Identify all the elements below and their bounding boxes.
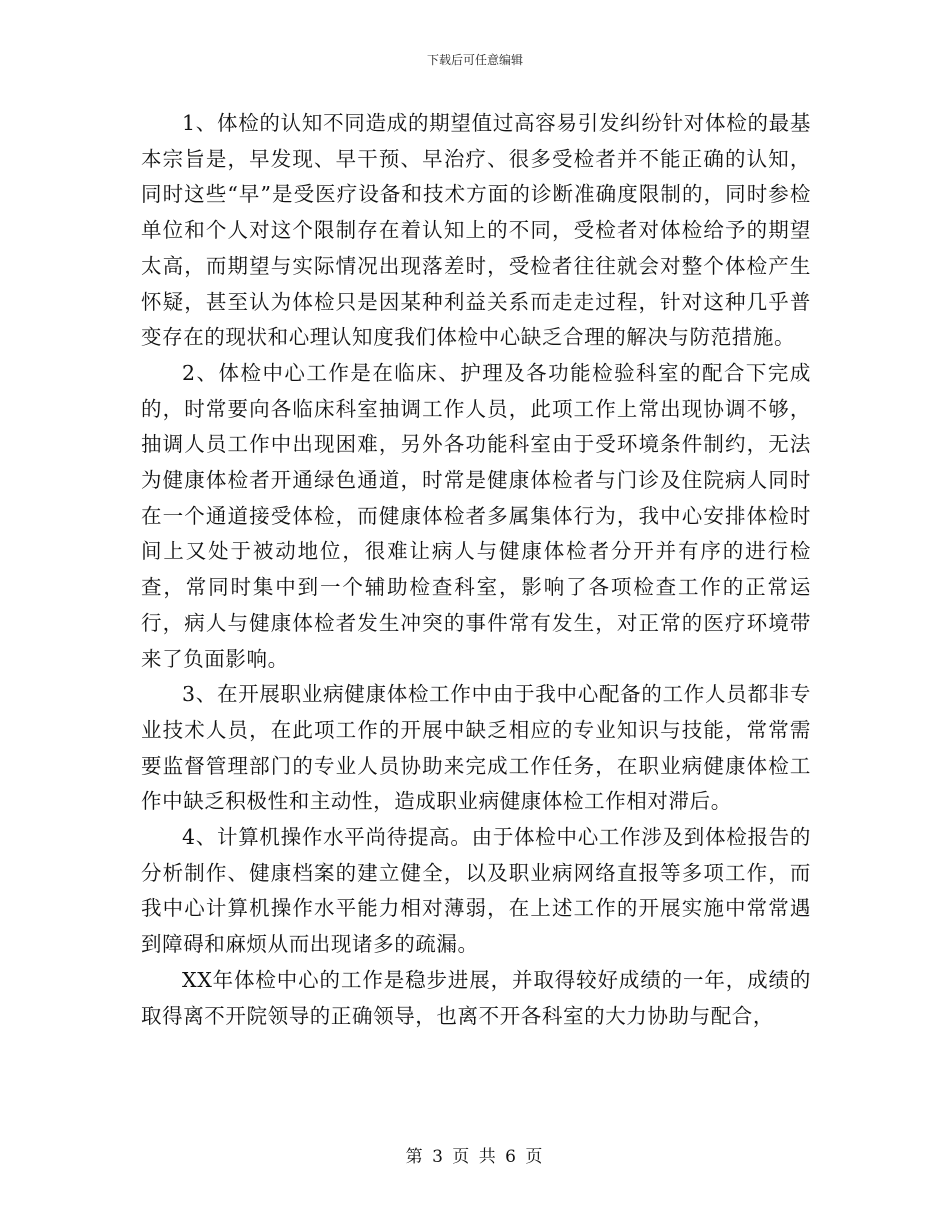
page-number: 第 3 页 共 6 页: [405, 1147, 545, 1167]
document-body: [141, 106, 811, 1034]
page-header: 下载后可任意编辑: [426, 53, 523, 67]
paragraph-5: XX年体检中心的工作是稳步进展，并取得较好成绩的一年，成绩的取得离不开院领导的正确领导，也离不开各科室的大力协助与配合，: [141, 967, 811, 1028]
paragraph-2: 2、体检中心工作是在临床、护理及各功能检验科室的配合下完成的，时常要向各临床科室抽调工作人员，此项工作上常出现协调不够，抽调人员工作中出现困难，另外各功能科室由于受环境条件制约，无法为健康体检者开通绿色通道，时常是健康体检者与门诊及住院病人同时在一个通道接受体检，而健康体检者多属集体行为，我中心安排体检时间上又处于被动地位，很难让病人与健康体检者分开并有序的进行检查，常同时集中到一个辅助检查科室，影响了各项检查工作的正常运行，病人与健康体检者发生冲突的事件常有发生，对正常的医疗环境带来了负面影响。: [141, 360, 811, 671]
paragraph-1: 1、体检的认知不同造成的期望值过高容易引发纠纷针对体检的最基本宗旨是，早发现、早干预、早治疗、很多受检者并不能正确的认知，同时这些“早”是受医疗设备和技术方面的诊断准确度限制的，同时参检单位和个人对这个限制存在着认知上的不同，受检者对体检给予的期望太高，而期望与实际情况出现落差时，受检者往往就会对整个体检产生怀疑，甚至认为体检只是因某种利益关系而走走过程，针对这种几乎普变存在的现状和心理认知度我们体检中心缺乏合理的解决与防范措施。: [141, 111, 811, 350]
paragraph-3: 3、在开展职业病健康体检工作中由于我中心配备的工作人员都非专业技术人员，在此项工作的开展中缺乏相应的专业知识与技能，常常需要监督管理部门的专业人员协助来完成工作任务，在职业病健康体检工作中缺乏积极性和主动性，造成职业病健康体检工作相对滞后。: [141, 682, 811, 814]
paragraph-4: 4、计算机操作水平尚待提高。由于体检中心工作涉及到体检报告的分析制作、健康档案的建立健全，以及职业病网络直报等多项工作，而我中心计算机操作水平能力相对薄弱，在上述工作的开展实施中常常遇到障碍和麻烦从而出现诸多的疏漏。: [141, 825, 811, 957]
